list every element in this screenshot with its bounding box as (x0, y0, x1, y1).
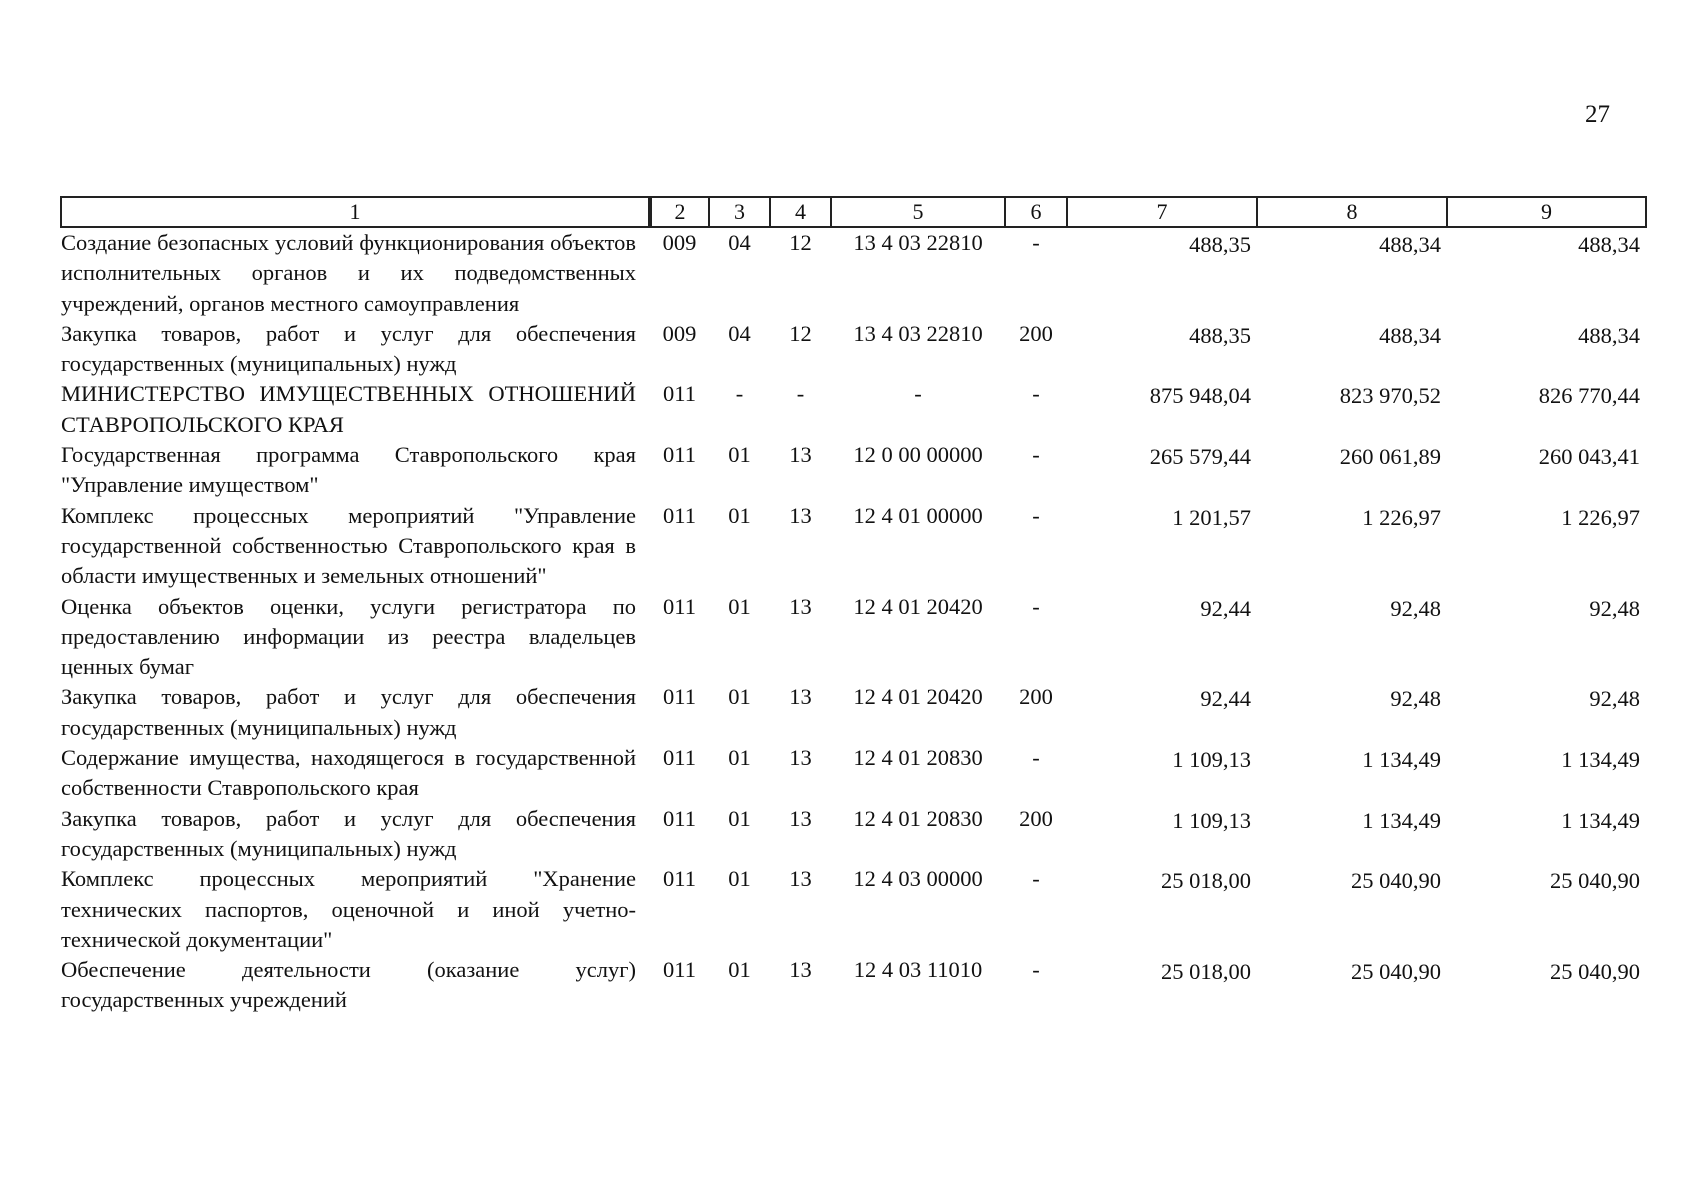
row-name: Комплекс процессных мероприятий "Хранение технических паспортов, оценочной и иной учетно-технической документации" (61, 866, 636, 952)
row-name: Обеспечение деятельности (оказание услуг) государственных учреждений (61, 957, 636, 1013)
row-code-rz: 01 (728, 805, 751, 831)
row-code-vr: 200 (1019, 805, 1053, 831)
row-code-csr: 13 4 03 22810 (853, 320, 983, 346)
column-header-5: 5 (831, 197, 1005, 227)
row-name: Закупка товаров, работ и услуг для обеспечения государственных (муниципальных) нужд (61, 684, 636, 740)
row-code-gr: 011 (663, 593, 696, 619)
row-code-pr: 13 (789, 684, 812, 710)
row-amount-7-value: 25 018,00 (1161, 868, 1251, 894)
row-name: Содержание имущества, находящегося в государственной собственности Ставропольского края (61, 745, 636, 801)
column-header-2: 2 (650, 197, 709, 227)
row-amount-9 (1447, 743, 1646, 804)
column-header-7: 7 (1067, 197, 1257, 227)
row-code-rz: 04 (728, 320, 751, 346)
column-header-6: 6 (1005, 197, 1067, 227)
row-amount-8-value: 823 970,52 (1339, 383, 1441, 409)
row-code-gr: 011 (663, 442, 696, 468)
row-amount-7-value: 1 109,13 (1172, 807, 1251, 833)
row-code-gr: 011 (663, 745, 696, 771)
table-row (61, 743, 1646, 804)
row-code-csr: 12 4 01 20830 (853, 805, 983, 831)
row-amount-8 (1257, 440, 1447, 501)
row-amount-8 (1257, 227, 1447, 319)
row-code-pr: 13 (789, 745, 812, 771)
page-number: 27 (1585, 101, 1610, 128)
row-amount-9 (1447, 592, 1646, 683)
column-header-9: 9 (1447, 197, 1646, 227)
row-code-rz: 01 (728, 442, 751, 468)
row-amount-9 (1447, 379, 1646, 440)
row-amount-9 (1447, 682, 1646, 743)
table-row (61, 592, 1646, 683)
row-amount-8 (1257, 864, 1447, 955)
row-code-vr: 200 (1019, 684, 1053, 710)
row-code-pr: 12 (789, 230, 812, 255)
row-code-csr: 12 4 03 00000 (853, 866, 983, 892)
row-amount-7-value: 488,35 (1189, 322, 1251, 348)
row-amount-7-value: 92,44 (1200, 686, 1251, 712)
row-code-csr: - (914, 381, 922, 407)
row-amount-8-value: 92,48 (1390, 686, 1441, 712)
row-amount-9 (1447, 319, 1646, 380)
row-code-gr: 011 (663, 502, 696, 528)
row-code-vr: - (1032, 745, 1040, 771)
row-code-pr: 13 (789, 957, 812, 983)
row-amount-9-value: 1 134,49 (1561, 807, 1640, 833)
row-code-csr: 12 4 01 00000 (853, 502, 983, 528)
row-code-csr: 12 4 01 20420 (853, 593, 983, 619)
row-code-csr: 12 0 00 00000 (853, 442, 983, 468)
row-amount-7 (1067, 864, 1257, 955)
row-amount-9-value: 1 134,49 (1561, 747, 1640, 773)
row-code-vr: - (1032, 866, 1040, 892)
row-code-gr: 009 (662, 320, 697, 346)
row-amount-7-value: 488,35 (1189, 232, 1251, 257)
row-amount-8-value: 1 134,49 (1362, 807, 1441, 833)
column-header-1: 1 (61, 197, 650, 227)
row-amount-7 (1067, 440, 1257, 501)
row-amount-9 (1447, 227, 1646, 319)
row-code-pr: - (796, 381, 805, 407)
row-amount-8-value: 1 226,97 (1362, 504, 1441, 530)
row-code-rz: 01 (728, 684, 751, 710)
row-code-gr: 011 (663, 805, 696, 831)
row-name: МИНИСТЕРСТВО ИМУЩЕСТВЕННЫХ ОТНОШЕНИЙ СТАВРОПОЛЬСКОГО КРАЯ (61, 381, 636, 437)
row-code-pr: 13 (789, 593, 812, 619)
row-code-rz: 01 (728, 866, 751, 892)
row-amount-8 (1257, 955, 1447, 1016)
row-code-pr: 13 (789, 805, 812, 831)
budget-table (60, 196, 1647, 1016)
row-name: Оценка объектов оценки, услуги регистратора по предоставлению информации из реестра владельцев ценных бумаг (61, 593, 636, 680)
row-code-gr: 011 (663, 957, 696, 983)
row-amount-8 (1257, 804, 1447, 865)
row-amount-7 (1067, 743, 1257, 804)
table-row (61, 379, 1646, 440)
row-code-pr: 12 (789, 320, 812, 346)
row-amount-9 (1447, 864, 1646, 955)
column-number-header (61, 197, 1646, 227)
row-code-vr: - (1032, 230, 1040, 255)
table-row (61, 864, 1646, 955)
row-code-rz: 01 (728, 502, 751, 528)
row-amount-8 (1257, 682, 1447, 743)
row-amount-7 (1067, 227, 1257, 319)
row-amount-7 (1067, 379, 1257, 440)
row-amount-9 (1447, 955, 1646, 1016)
row-code-vr: 200 (1019, 320, 1053, 346)
column-header-8: 8 (1257, 197, 1447, 227)
row-code-rz: - (735, 381, 744, 407)
row-amount-9-value: 25 040,90 (1550, 868, 1640, 894)
row-amount-7 (1067, 319, 1257, 380)
row-name: Закупка товаров, работ и услуг для обеспечения государственных (муниципальных) нужд (61, 805, 636, 861)
row-amount-7-value: 875 948,04 (1149, 383, 1251, 409)
row-amount-7 (1067, 682, 1257, 743)
row-code-rz: 01 (728, 593, 751, 619)
row-code-pr: 13 (789, 502, 812, 528)
column-header-3: 3 (709, 197, 770, 227)
row-amount-8-value: 92,48 (1390, 595, 1441, 621)
row-amount-8 (1257, 743, 1447, 804)
row-amount-9 (1447, 804, 1646, 865)
row-amount-8-value: 488,34 (1379, 232, 1441, 257)
row-code-gr: 011 (663, 381, 696, 407)
table-row (61, 319, 1646, 380)
table-row (61, 682, 1646, 743)
row-code-csr: 12 4 01 20830 (853, 745, 983, 771)
row-amount-7-value: 1 109,13 (1172, 747, 1251, 773)
row-amount-7-value: 92,44 (1200, 595, 1251, 621)
row-amount-9-value: 92,48 (1589, 686, 1640, 712)
row-name: Закупка товаров, работ и услуг для обеспечения государственных (муниципальных) нужд (61, 320, 636, 377)
row-amount-9-value: 826 770,44 (1538, 383, 1640, 409)
row-code-vr: - (1032, 381, 1040, 407)
column-header-4: 4 (770, 197, 831, 227)
row-code-pr: 13 (789, 866, 812, 892)
row-code-rz: 01 (728, 745, 751, 771)
row-amount-9-value: 488,34 (1578, 232, 1640, 257)
row-code-rz: 01 (728, 957, 751, 983)
row-amount-7-value: 265 579,44 (1149, 444, 1251, 470)
row-amount-8 (1257, 319, 1447, 380)
row-name: Государственная программа Ставропольского края "Управление имуществом" (61, 442, 636, 498)
row-amount-8 (1257, 592, 1447, 683)
row-amount-9 (1447, 440, 1646, 501)
row-amount-8-value: 25 040,90 (1351, 959, 1441, 985)
row-code-rz: 04 (728, 230, 751, 255)
row-code-csr: 12 4 03 11010 (853, 957, 983, 983)
row-amount-7 (1067, 804, 1257, 865)
table-row (61, 440, 1646, 501)
row-code-gr: 011 (663, 684, 696, 710)
row-code-vr: - (1032, 593, 1040, 619)
row-amount-8-value: 25 040,90 (1351, 868, 1441, 894)
row-amount-7 (1067, 955, 1257, 1016)
row-code-gr: 009 (662, 230, 697, 255)
row-amount-7 (1067, 592, 1257, 683)
row-amount-9-value: 260 043,41 (1538, 444, 1640, 470)
row-code-vr: - (1032, 957, 1040, 983)
row-code-csr: 13 4 03 22810 (853, 230, 983, 255)
table-row (61, 955, 1646, 1016)
row-amount-9 (1447, 501, 1646, 592)
row-amount-9-value: 488,34 (1578, 322, 1640, 348)
row-amount-8 (1257, 501, 1447, 592)
row-amount-9-value: 25 040,90 (1550, 959, 1640, 985)
row-amount-7 (1067, 501, 1257, 592)
row-amount-9-value: 92,48 (1589, 595, 1640, 621)
row-code-pr: 13 (789, 442, 812, 468)
row-name: Комплекс процессных мероприятий "Управление государственной собственностью Ставропольского края в области имущественных и земельных отношений" (61, 502, 636, 589)
table-body (61, 227, 1646, 1016)
row-code-vr: - (1032, 502, 1040, 528)
row-amount-8-value: 260 061,89 (1339, 444, 1441, 470)
row-amount-8 (1257, 379, 1447, 440)
row-amount-7-value: 1 201,57 (1172, 504, 1251, 530)
table-row (61, 804, 1646, 865)
row-amount-8-value: 488,34 (1379, 322, 1441, 348)
row-code-vr: - (1032, 442, 1040, 468)
table-row (61, 227, 1646, 319)
row-amount-9-value: 1 226,97 (1561, 504, 1640, 530)
row-name: Создание безопасных условий функционирования объектов исполнительных органов и их подведомственных учреждений, органов местного самоуправления (61, 230, 636, 316)
row-code-gr: 011 (663, 866, 696, 892)
row-amount-7-value: 25 018,00 (1161, 959, 1251, 985)
table-row (61, 501, 1646, 592)
row-amount-8-value: 1 134,49 (1362, 747, 1441, 773)
row-code-csr: 12 4 01 20420 (853, 684, 983, 710)
